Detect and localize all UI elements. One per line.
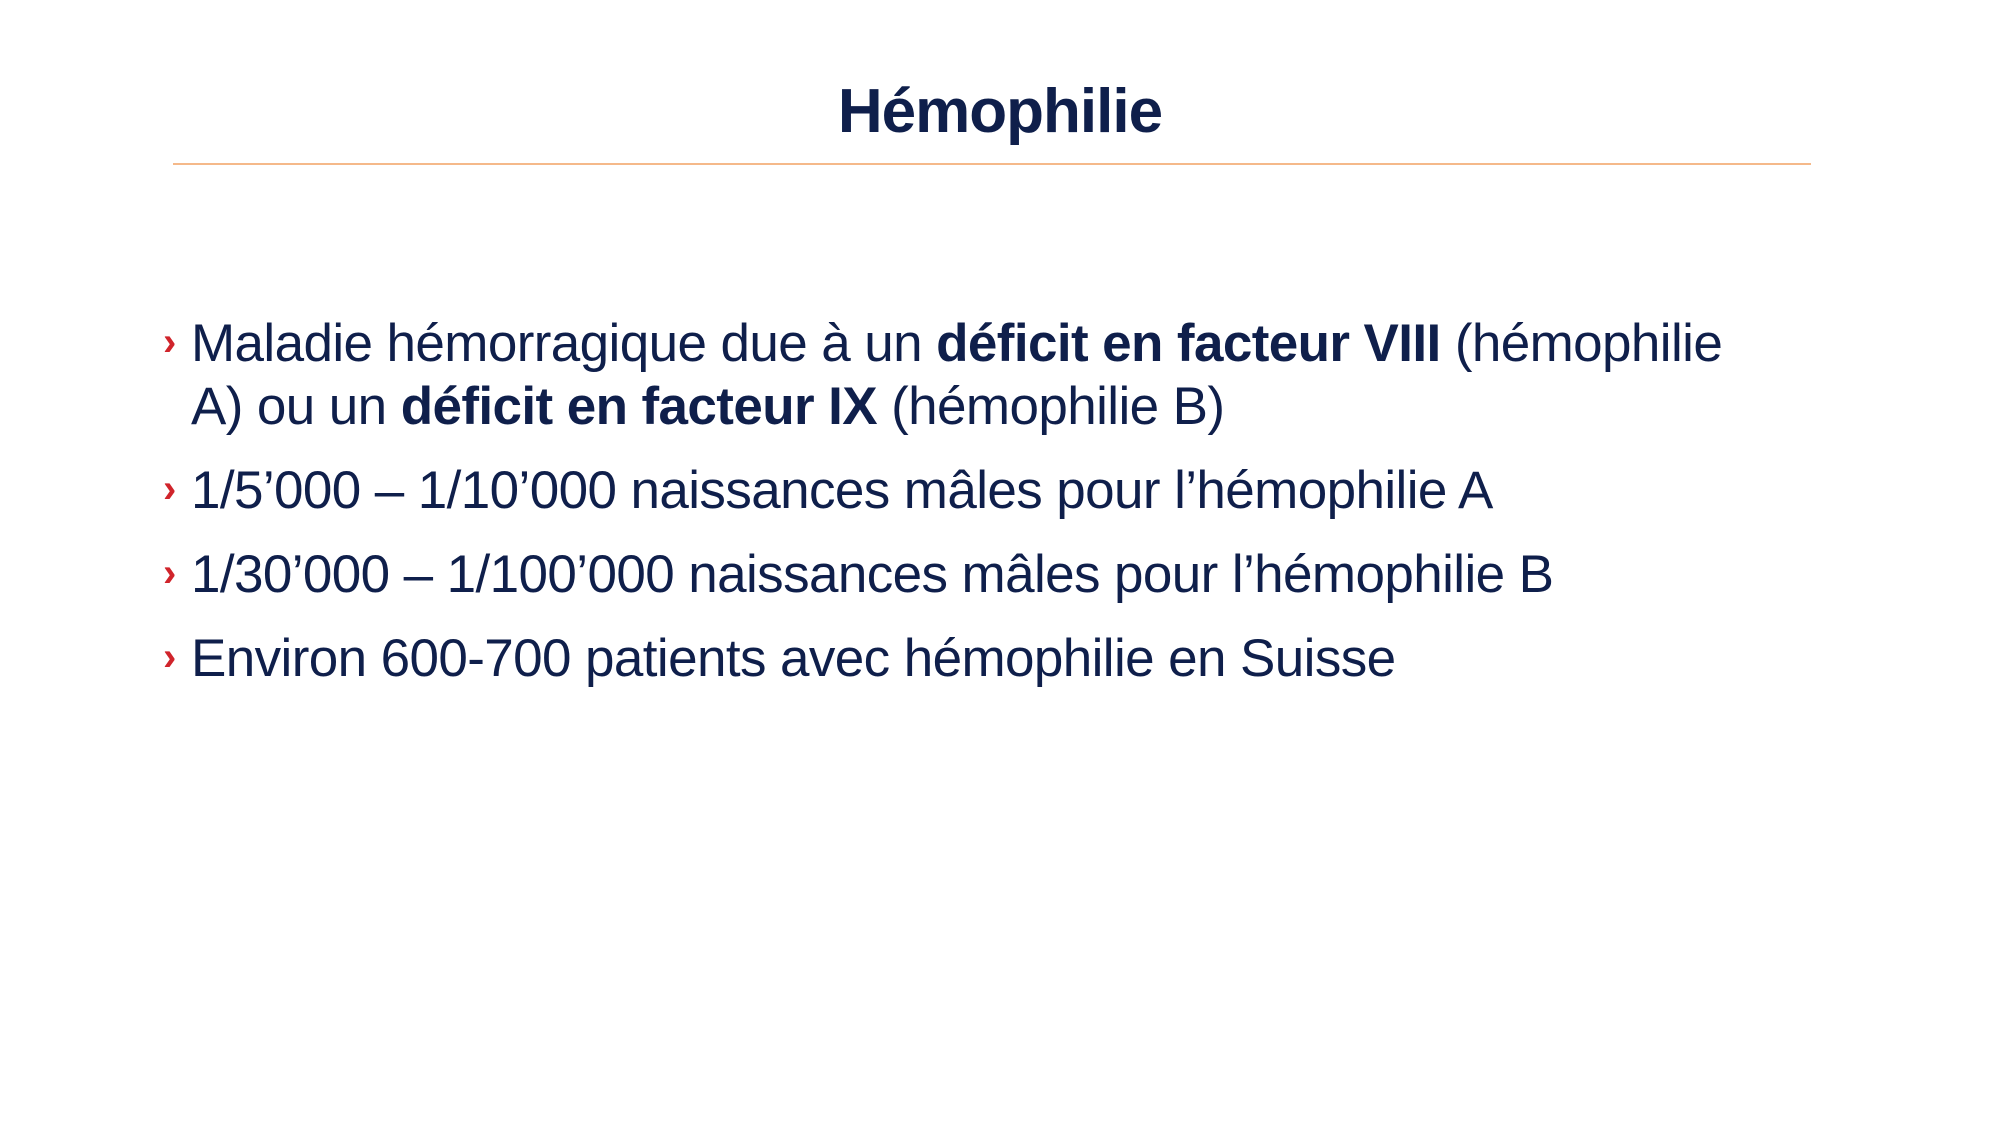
bullet-item xyxy=(163,627,1843,690)
bullet-text: 1/5’000 – 1/10’000 naissances mâles pour l’hémophilie A xyxy=(191,461,1493,520)
chevron-right-icon: › xyxy=(163,320,176,364)
bullet-text: 1/30’000 – 1/100’000 naissances mâles pour l’hémophilie B xyxy=(191,545,1554,604)
bullet-item xyxy=(163,312,1843,438)
chevron-right-icon: › xyxy=(163,467,176,511)
slide-title: Hémophilie xyxy=(837,77,1163,146)
chevron-right-icon: › xyxy=(163,551,176,595)
bullet-list xyxy=(163,312,1843,711)
bullet-text: (hémophilie xyxy=(1440,314,1723,373)
title-divider xyxy=(173,163,1811,165)
bullet-text: (hémophilie B) xyxy=(877,377,1225,436)
bullet-item xyxy=(163,459,1843,522)
bullet-text: A) ou un xyxy=(191,377,401,436)
bullet-text: Environ 600-700 patients avec hémophilie en Suisse xyxy=(191,629,1396,688)
bullet-item xyxy=(163,543,1843,606)
bullet-text: Maladie hémorragique due à un xyxy=(191,314,937,373)
bullet-bold-text: déficit en facteur IX xyxy=(400,377,877,436)
bullet-bold-text: déficit en facteur VIII xyxy=(936,314,1441,373)
chevron-right-icon: › xyxy=(163,635,176,679)
